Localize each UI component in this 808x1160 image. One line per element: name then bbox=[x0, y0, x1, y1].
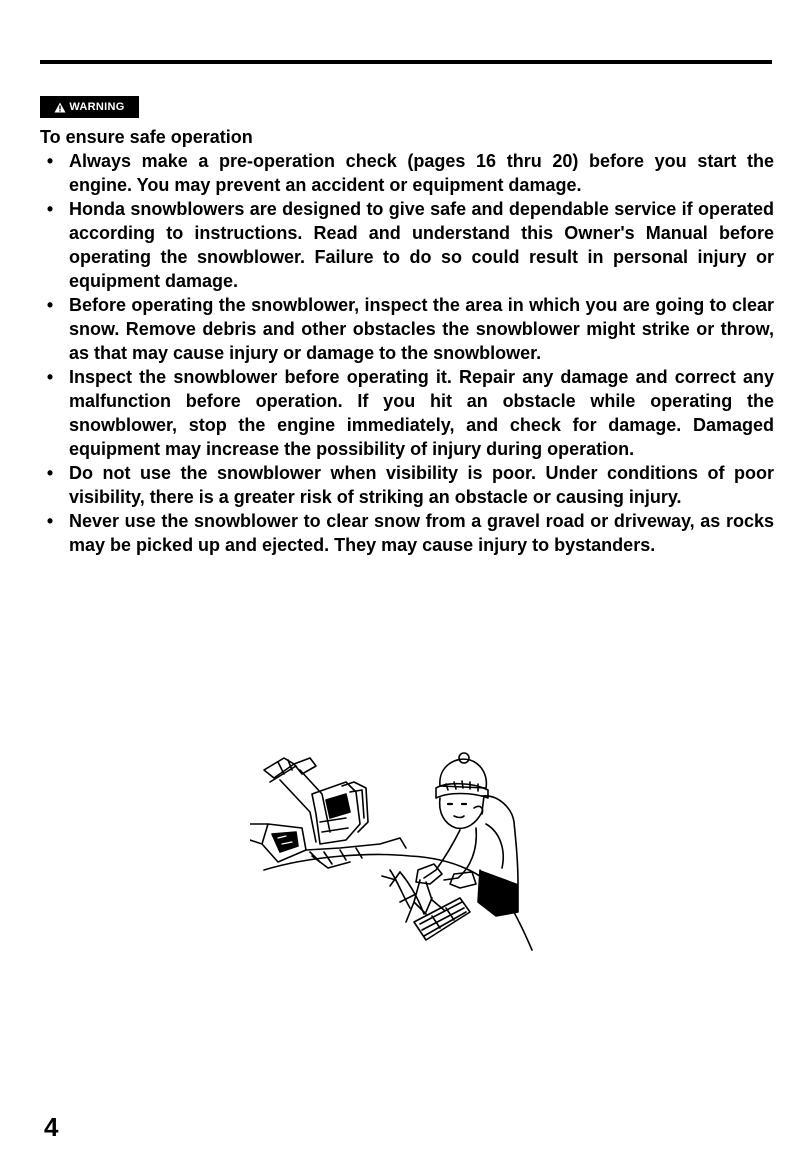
bullet-icon: • bbox=[46, 295, 54, 315]
warning-label bbox=[40, 96, 139, 118]
warning-triangle-icon bbox=[54, 102, 66, 113]
snowblower-icon bbox=[250, 758, 406, 868]
top-rule bbox=[40, 60, 772, 64]
intro-heading: To ensure safe operation bbox=[40, 127, 253, 147]
snow-clearing-illustration bbox=[250, 752, 540, 957]
bullet-text: Inspect the snowblower before operating it. Repair any damage and correct any malfunction before operation. If you hit an obstacle while operating the snowblower, stop the engine immediately, and check for damage. Damaged equipment may increase the possibility of injury during operation. bbox=[69, 367, 774, 459]
bullet-icon: • bbox=[46, 367, 54, 387]
bullet-list bbox=[40, 149, 774, 557]
bullet-item bbox=[40, 293, 774, 365]
bullet-item bbox=[40, 461, 774, 509]
bullet-text: Never use the snowblower to clear snow from a gravel road or driveway, as rocks may be picked up and ejected. They may cause injury to bystanders. bbox=[69, 511, 774, 555]
bullet-item bbox=[40, 197, 774, 293]
bullet-icon: • bbox=[46, 463, 54, 483]
bullet-icon: • bbox=[46, 511, 54, 531]
bullet-text: Before operating the snowblower, inspect the area in which you are going to clear snow. Remove debris and other obstacles the snowblower might strike or throw, as that may cause injury or damage to the snowblower. bbox=[69, 295, 774, 363]
warning-label-text: WARNING bbox=[69, 101, 125, 113]
bullet-icon: • bbox=[46, 199, 54, 219]
page-number: 4 bbox=[44, 1112, 59, 1142]
bullet-item bbox=[40, 509, 774, 557]
bullet-item bbox=[40, 149, 774, 197]
bullet-item bbox=[40, 365, 774, 461]
person-icon bbox=[416, 753, 518, 916]
debris-icon bbox=[382, 872, 470, 940]
bullet-text: Honda snowblowers are designed to give safe and dependable service if operated according to instructions. Read and understand this Owner's Manual before operating the snowblower. Failure to do so could result in personal injury or equipment damage. bbox=[69, 199, 774, 291]
bullet-icon: • bbox=[46, 151, 54, 171]
safety-instructions bbox=[40, 125, 774, 557]
bullet-text: Always make a pre-operation check (pages 16 thru 20) before you start the engine. You may prevent an accident or equipment damage. bbox=[69, 151, 774, 195]
bullet-text: Do not use the snowblower when visibility is poor. Under conditions of poor visibility, there is a greater risk of striking an obstacle or causing injury. bbox=[69, 463, 774, 507]
